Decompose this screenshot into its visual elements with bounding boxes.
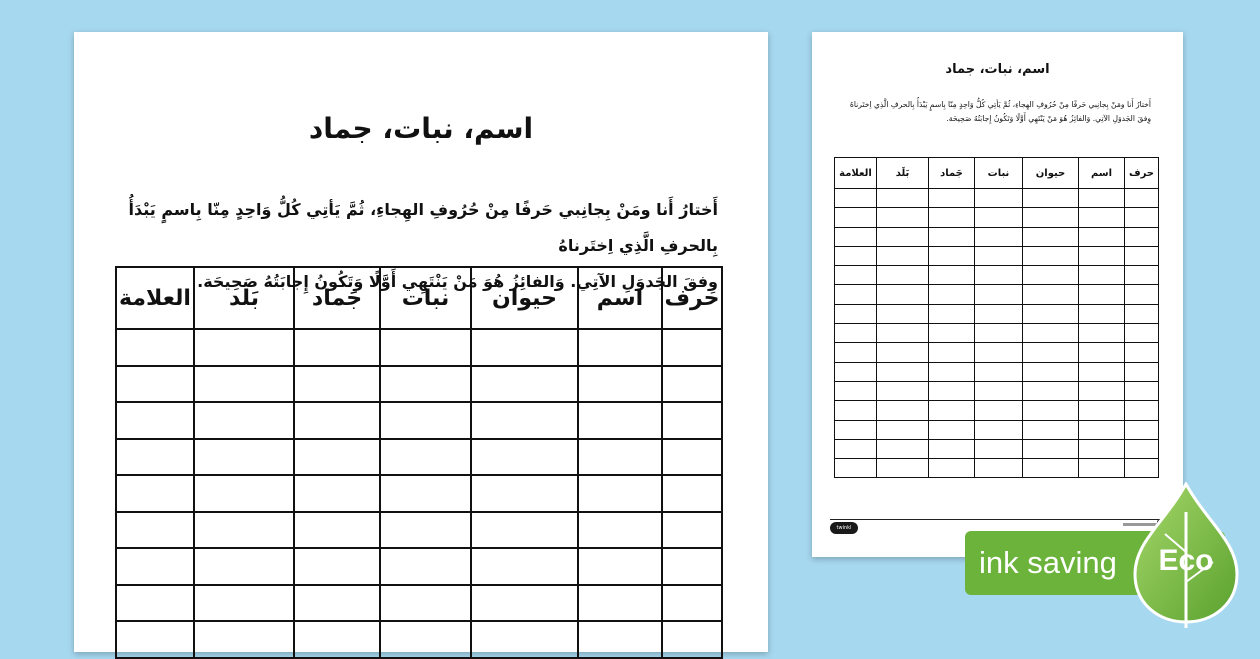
preview-table-cell [877,324,929,343]
table-cell [578,621,662,658]
preview-instructions-line-2: وِفقَ الجَدوَلِ الآتِي. وَالفائِزُ هُوَ مَنْ يَنْتَهِي أَوَّلًا وَتَكُونُ إِجابَتُهُ صَحِيحَة. [946,114,1151,123]
table-cell [662,366,722,403]
table-cell [294,548,380,585]
preview-table-cell [929,459,975,478]
preview-table-cell [877,381,929,400]
preview-table-cell [835,266,877,285]
preview-column-header-plant: نبات [975,158,1023,189]
table-cell [578,512,662,549]
table-cell [194,621,294,658]
preview-table-cell [1079,208,1125,227]
table-cell [662,329,722,366]
preview-table-row [835,459,1159,478]
table-cell [116,585,194,622]
preview-table-cell [1079,304,1125,323]
table-row [116,512,722,549]
preview-table-row [835,208,1159,227]
preview-table-cell [975,285,1023,304]
table-cell [662,512,722,549]
game-table [115,266,723,659]
preview-table-cell [1079,439,1125,458]
table-cell [662,548,722,585]
preview-table-cell [975,420,1023,439]
table-cell [578,329,662,366]
table-cell [294,621,380,658]
preview-table-cell [975,227,1023,246]
table-cell [116,366,194,403]
preview-table-cell [1079,343,1125,362]
preview-column-header-animal: حيوان [1023,158,1079,189]
preview-table-header-row [835,158,1159,189]
preview-table-row [835,324,1159,343]
table-cell [194,512,294,549]
preview-table-cell [975,459,1023,478]
table-cell [194,548,294,585]
table-cell [471,439,578,476]
preview-table-row [835,246,1159,265]
preview-table-cell [929,362,975,381]
preview-table-cell [929,381,975,400]
brand-logo [830,522,858,534]
preview-column-header-country: بَلَد [877,158,929,189]
preview-table-row [835,189,1159,208]
preview-table-cell [1023,401,1079,420]
preview-column-header-name: اسم [1079,158,1125,189]
preview-table-cell [1125,459,1159,478]
preview-table-row [835,420,1159,439]
preview-table-cell [929,420,975,439]
table-cell [662,585,722,622]
table-row [116,548,722,585]
table-cell [471,475,578,512]
preview-table-cell [877,304,929,323]
column-header-name: اسم [578,267,662,329]
preview-table-row [835,304,1159,323]
table-cell [194,366,294,403]
table-cell [380,512,471,549]
preview-table-cell [877,227,929,246]
table-cell [471,329,578,366]
preview-table-cell [1079,285,1125,304]
preview-table-cell [835,459,877,478]
table-cell [116,329,194,366]
preview-table-cell [1023,208,1079,227]
preview-table-cell [1023,459,1079,478]
table-header-row [116,267,722,329]
preview-table-cell [929,324,975,343]
preview-table-row [835,343,1159,362]
preview-table-row [835,266,1159,285]
column-header-object: جَماد [294,267,380,329]
table-cell [662,439,722,476]
column-header-animal: حيوان [471,267,578,329]
table-cell [294,366,380,403]
table-cell [194,439,294,476]
table-cell [380,548,471,585]
preview-table-cell [929,246,975,265]
preview-table-cell [835,439,877,458]
preview-table-cell [975,324,1023,343]
preview-table-row [835,362,1159,381]
preview-table-cell [1023,343,1079,362]
table-cell [380,439,471,476]
preview-table-cell [835,304,877,323]
table-cell [194,475,294,512]
table-cell [471,548,578,585]
preview-table-cell [1023,227,1079,246]
preview-table-cell [1125,285,1159,304]
preview-table-cell [1125,304,1159,323]
table-row [116,402,722,439]
preview-table-cell [835,324,877,343]
instructions-line-1: أَختارُ أَنا ومَنْ بِجانِبي حَرفًا مِنْ حُرُوفِ الهِجاءِ، ثُمَّ يَأتِي كُلُّ وَاحِدٍ مِنّا بِاسمٍ يَبْدَأُ بِالحرفِ الَّذِي اِختَرناهُ [128,200,718,255]
preview-column-header-object: جَماد [929,158,975,189]
preview-table-cell [1125,401,1159,420]
preview-table-cell [1125,381,1159,400]
table-cell [578,475,662,512]
table-cell [471,585,578,622]
preview-table-cell [1125,266,1159,285]
preview-table-cell [1125,189,1159,208]
instructions-line-2: وِفقَ الجَدوَلِ الآتِي. وَالفائِزُ هُوَ مَنْ يَنْتَهِي أَوَّلًا وَتَكُونُ إِجابَتُهُ صَحِيحَة. [197,272,718,291]
preview-table-cell [1023,285,1079,304]
column-header-letter: حرف [662,267,722,329]
preview-table-cell [1079,266,1125,285]
preview-table-cell [975,362,1023,381]
preview-table-cell [929,304,975,323]
preview-table-cell [1125,343,1159,362]
preview-table-cell [1125,420,1159,439]
table-row [116,439,722,476]
table-cell [294,512,380,549]
table-cell [294,329,380,366]
table-cell [578,402,662,439]
preview-table-cell [1079,362,1125,381]
preview-table-cell [929,227,975,246]
table-cell [578,548,662,585]
preview-table-cell [877,420,929,439]
preview-table-cell [975,381,1023,400]
preview-table-cell [975,439,1023,458]
preview-table-cell [835,381,877,400]
preview-table-cell [1023,439,1079,458]
preview-table-cell [1023,189,1079,208]
table-cell [294,439,380,476]
preview-table-cell [877,439,929,458]
preview-table-cell [835,420,877,439]
column-header-score: العلامة [116,267,194,329]
table-cell [294,402,380,439]
preview-table-cell [1125,208,1159,227]
preview-table-cell [835,189,877,208]
preview-table-cell [929,266,975,285]
table-cell [578,366,662,403]
preview-table-cell [1023,304,1079,323]
table-cell [194,329,294,366]
table-cell [380,621,471,658]
eco-label: Eco [1158,544,1214,577]
preview-table-cell [1023,420,1079,439]
table-cell [662,475,722,512]
preview-game-table [834,157,1159,478]
table-row [116,329,722,366]
preview-table-cell [835,343,877,362]
preview-table-cell [877,189,929,208]
table-cell [380,475,471,512]
preview-table-cell [1079,227,1125,246]
worksheet-preview-page [812,32,1183,557]
preview-table-cell [1079,246,1125,265]
preview-table-cell [975,189,1023,208]
preview-table-cell [835,246,877,265]
table-cell [578,439,662,476]
table-cell [662,621,722,658]
table-cell [471,402,578,439]
preview-table-cell [835,208,877,227]
column-header-country: بَلَد [194,267,294,329]
table-cell [194,585,294,622]
preview-table-cell [1023,381,1079,400]
table-cell [471,621,578,658]
table-cell [471,366,578,403]
preview-table-cell [1125,227,1159,246]
preview-column-header-score: العلامة [835,158,877,189]
preview-table-cell [1023,266,1079,285]
preview-table-cell [1023,362,1079,381]
preview-table-cell [877,208,929,227]
table-cell [116,621,194,658]
preview-table-cell [1125,439,1159,458]
preview-table-cell [877,246,929,265]
preview-table-cell [975,266,1023,285]
preview-table-row [835,381,1159,400]
table-row [116,475,722,512]
table-row [116,621,722,658]
preview-table-cell [1079,401,1125,420]
preview-table-cell [975,343,1023,362]
preview-table-cell [835,227,877,246]
table-cell [380,366,471,403]
column-header-plant: نبات [380,267,471,329]
preview-table-row [835,285,1159,304]
preview-table-cell [975,208,1023,227]
preview-column-header-letter: حرف [1125,158,1159,189]
preview-table-cell [1079,324,1125,343]
preview-table-cell [929,401,975,420]
table-cell [116,402,194,439]
preview-table-cell [877,401,929,420]
preview-table-cell [1023,246,1079,265]
preview-table-cell [1125,246,1159,265]
table-cell [380,585,471,622]
ink-saving-label: ink saving [965,531,1225,595]
preview-table-row [835,227,1159,246]
worksheet-title: اسم، نبات، جماد [308,112,534,145]
preview-table-cell [929,343,975,362]
preview-table-cell [929,439,975,458]
preview-table-cell [975,401,1023,420]
table-cell [294,475,380,512]
preview-table-cell [1125,362,1159,381]
table-row [116,585,722,622]
preview-table-cell [877,266,929,285]
table-cell [194,402,294,439]
table-cell [116,512,194,549]
preview-table-cell [835,401,877,420]
table-cell [380,329,471,366]
preview-table-cell [975,246,1023,265]
preview-table-cell [1079,381,1125,400]
preview-table-cell [835,362,877,381]
table-cell [578,585,662,622]
preview-table-cell [877,343,929,362]
table-cell [294,585,380,622]
preview-table-row [835,439,1159,458]
table-cell [471,512,578,549]
worksheet-page [74,32,768,652]
table-row [116,366,722,403]
preview-table-cell [1079,459,1125,478]
preview-table-cell [929,189,975,208]
table-cell [662,402,722,439]
table-cell [116,439,194,476]
preview-table-cell [1079,189,1125,208]
preview-instructions-line-1: أَختارُ أَنا ومَنْ بِجانِبي حَرفًا مِنْ حُرُوفِ الهِجاءِ، ثُمَّ يَأتِي كُلُّ وَاحِدٍ مِنّا بِاسمٍ يَبْدَأُ بِالحرفِ الَّذِي اِختَرناهُ [849,100,1151,109]
preview-table-cell [929,285,975,304]
ink-saving-eco-badge [965,482,1247,630]
preview-table-cell [877,362,929,381]
preview-table-cell [929,208,975,227]
preview-table-row [835,401,1159,420]
preview-table-cell [1079,420,1125,439]
preview-table-cell [1125,324,1159,343]
preview-title: اسم، نبات، جماد [945,62,1050,77]
preview-instructions [834,98,1151,126]
table-cell [116,475,194,512]
preview-table-cell [1023,324,1079,343]
preview-table-cell [877,459,929,478]
brand-logo-text: twinkl [836,525,852,531]
preview-table-cell [975,304,1023,323]
table-cell [116,548,194,585]
table-cell [380,402,471,439]
preview-table-cell [877,285,929,304]
preview-table-cell [835,285,877,304]
